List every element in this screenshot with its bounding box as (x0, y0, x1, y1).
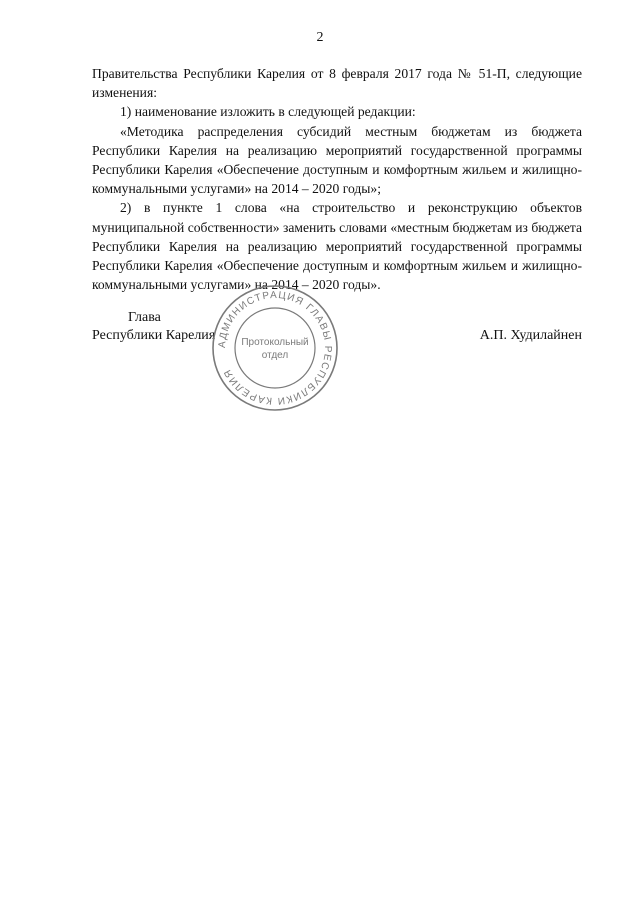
paragraph-item-2: 2) в пункте 1 слова «на строительство и реконструкцию объектов муниципальной собственности» заменить словами «местным бюджетам из бюджета Республики Карелия на реализацию мероприятий государственной программы Республики Карелия «Обеспечение доступным и комфортным жильем и жилищно-коммунальными услугами» на 2014 – 2020 годы». (92, 200, 582, 293)
stamp-center-line2: отдел (261, 350, 289, 361)
official-stamp (210, 283, 340, 413)
stamp-outer-ring (213, 286, 337, 410)
page-number: 2 (316, 30, 324, 45)
signatory-title-line2: Республики Карелия (92, 328, 216, 343)
stamp-inner-ring (235, 308, 315, 388)
document-body (92, 64, 582, 294)
stamp-ring-text: АДМИНИСТРАЦИЯ ГЛАВЫ РЕСПУБЛИКИ КАРЕЛИЯ (216, 289, 334, 407)
signatory-title-line1: Глава (128, 310, 161, 325)
stamp-center-line1: Протокольный (241, 337, 309, 348)
paragraph-methodology-title: «Методика распределения субсидий местным бюджетам из бюджета Республики Карелия на реализацию мероприятий государственной программы Республики Карелия «Обеспечение доступным и комфортным жильем и жилищно-коммунальными услугами» на 2014 – 2020 годы»; (92, 123, 582, 197)
signatory-name: А.П. Худилайнен (479, 328, 582, 343)
paragraph-item-1: 1) наименование изложить в следующей редакции: (120, 104, 416, 120)
paragraph-continuation: Правительства Республики Карелия от 8 февраля 2017 года № 51-П, следующие изменения: (92, 66, 582, 101)
